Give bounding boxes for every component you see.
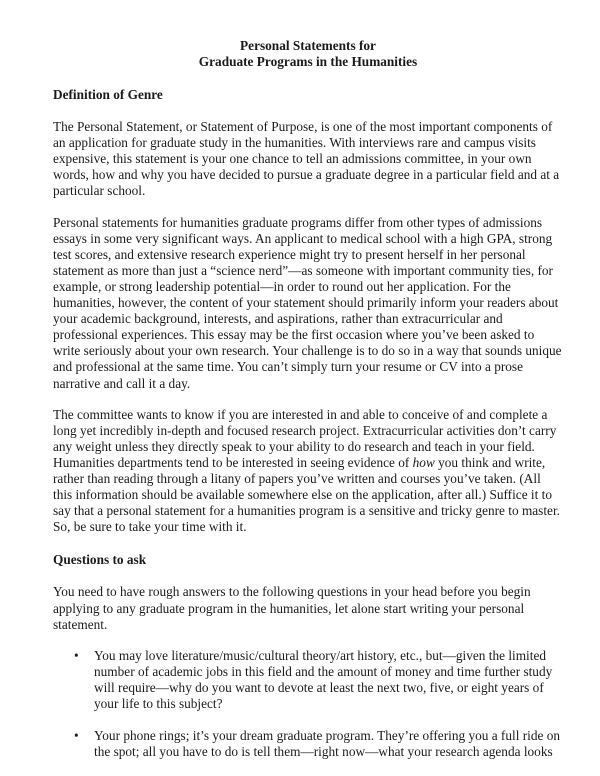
emphasis-how: how [412, 454, 435, 470]
paragraph-definition-3 [53, 407, 563, 536]
paragraph-definition-3-part-2: you think and write, rather than reading through a litany of papers you’ve written and courses you’ve taken. (All this information should be available somewhere else on the application, after all.) Suffice it to say that a personal statement for a humanities program is a sensitive and tricky genre to master. So, be sure to take your time with it. [53, 454, 560, 535]
paragraph-definition-3-part-1: The committee wants to know if you are interested in and able to conceive of and complete a long yet incredibly in-depth and focused research project. Extracurricular activities don’t carry any weight unless they directly speak to your ability to do research and teach in your field. Humanities departments tend to be interested in seeing evidence of [53, 406, 557, 470]
title-line-2: Graduate Programs in the Humanities [198, 54, 418, 69]
paragraph-definition-1: The Personal Statement, or Statement of Purpose, is one of the most important components of an application for graduate study in the humanities. With interviews rare and campus visits expensive, this statement is your one chance to tell an admissions committee, in your own words, how and why you have decided to pursue a graduate degree in a particular field and at a particular school. [53, 119, 560, 199]
title-line-1: Personal Statements for [240, 38, 376, 53]
document-title [53, 38, 563, 70]
paragraph-questions-intro: You need to have rough answers to the following questions in your head before you begin applying to any graduate program in the humanities, let alone start writing your personal statement. [53, 584, 531, 632]
list-item-text: You may love literature/music/cultural theory/art history, etc., but—given the limited number of academic jobs in this field and the amount of money and time further study will require—why do you want to devote at least the next two, five, or eight years of your life to this subject? [94, 647, 553, 711]
bullet-icon: • [74, 647, 79, 663]
bullet-icon: • [74, 728, 79, 744]
list-item [53, 728, 563, 760]
list-item-text: Your phone rings; it’s your dream graduate program. They’re offering you a full ride on the spot; all you have to do is tell them—right now—what your research agenda looks [94, 728, 561, 760]
paragraph-definition-2: Personal statements for humanities graduate programs differ from other types of admissions essays in some very significant ways. An applicant to medical school with a high GPA, strong test scores, and extensive research experience might try to present herself in her personal statement as more than just a “science nerd”—as someone with important community ties, for example, or strong leadership potential—in order to round out her application. For the humanities, however, the content of your statement should primarily inform your readers about your academic background, interests, and aspirations, rather than extracurricular and professional experiences. This essay may be the first occasion where you’ve been asked to write seriously about your own research. Your challenge is to do so in a way that sounds unique and professional at the same time. You can’t simply turn your resume or CV into a prose narrative and call it a day. [53, 214, 562, 391]
document-page [53, 38, 563, 776]
section-heading-definition: Definition of Genre [53, 87, 163, 102]
questions-list [53, 648, 563, 761]
list-item [53, 648, 563, 712]
section-heading-questions: Questions to ask [53, 552, 147, 568]
